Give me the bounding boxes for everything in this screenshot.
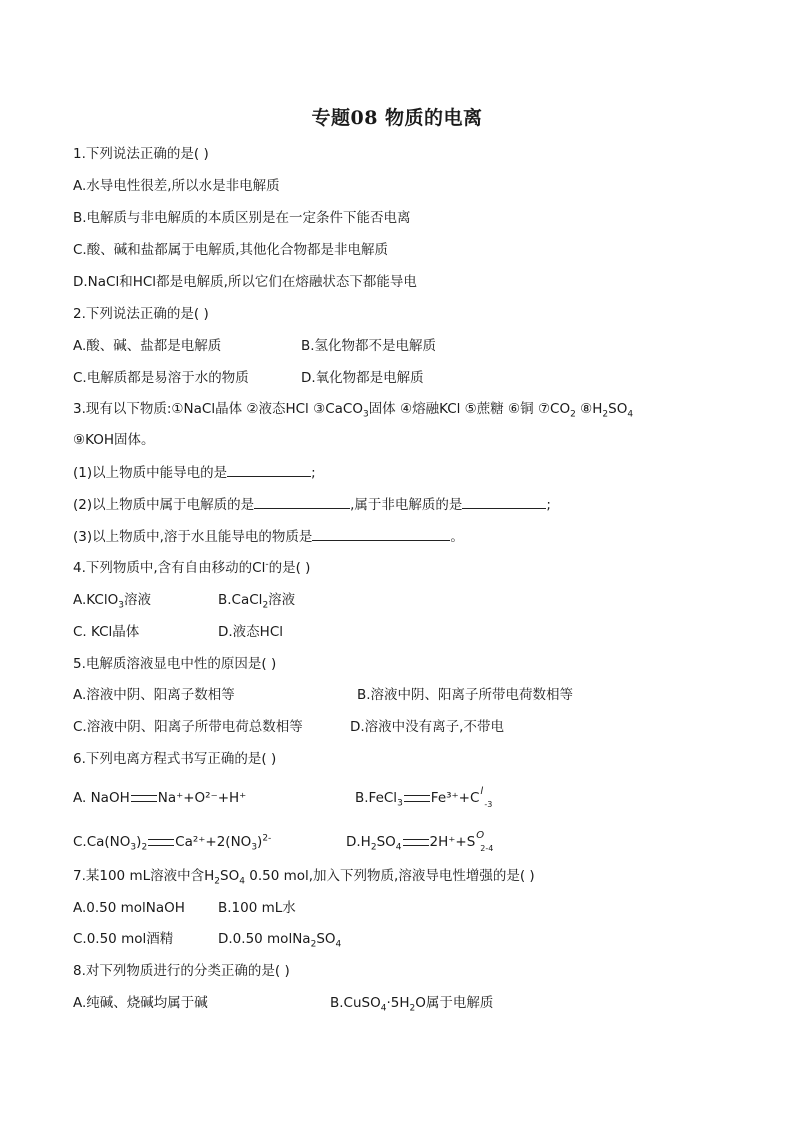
answer-blank[interactable] (312, 526, 450, 541)
q6-option-a: A. NaOH Na⁺+O²⁻+H⁺ (73, 790, 247, 806)
q7-option-c: C.0.50 mol酒精 (73, 931, 174, 947)
page-title: 专题08 物质的电离 (311, 107, 483, 129)
q2-option-b: B.氢化物都不是电解质 (301, 338, 437, 354)
q1-option-c: C.酸、碱和盐都属于电解质,其他化合物都是非电解质 (73, 242, 389, 258)
q6-stem: 6.下列电离方程式书写正确的是( ) (73, 751, 277, 767)
q1-stem: 1.下列说法正确的是( ) (73, 146, 209, 162)
q8-option-a: A.纯碱、烧碱均属于碱 (73, 995, 208, 1011)
q1-option-d: D.NaCl和HCl都是电解质,所以它们在熔融状态下都能导电 (73, 274, 417, 290)
q3-part1: (1)以上物质中能导电的是 ; (73, 462, 316, 483)
equals-sign (148, 839, 174, 846)
equals-sign (131, 795, 157, 802)
q1-option-b: B.电解质与非电解质的本质区别是在一定条件下能否电离 (73, 210, 411, 226)
q1-option-a: A.水导电性很差,所以水是非电解质 (73, 178, 280, 194)
answer-blank[interactable] (227, 462, 311, 477)
equals-sign (404, 795, 430, 802)
q7-option-d: D.0.50 $molNa_2SO_4$ (218, 931, 342, 950)
q2-option-c: C.电解质都是易溶于水的物质 (73, 370, 249, 386)
q5-option-a: A.溶液中阴、阳离子数相等 (73, 687, 235, 703)
q3-stem-line2: ⑨KOH固体。 (73, 432, 155, 448)
q2-option-a: A.酸、碱、盐都是电解质 (73, 338, 222, 354)
q8-option-b: $B.CuSO_4\cdot 5H_2O$属于电解质 (330, 995, 494, 1014)
q6-option-b: B.FeCl$_3$ Fe³⁺+C l -3 (355, 786, 493, 809)
equals-sign (403, 839, 429, 846)
ion-fraction: l -3 (480, 786, 493, 809)
q2-option-d: D.氧化物都是电解质 (301, 370, 424, 386)
q5-option-b: B.溶液中阴、阳离子所带电荷数相等 (357, 687, 574, 703)
q2-stem: 2.下列说法正确的是( ) (73, 306, 209, 322)
q4-option-b: B.CaCl$_2$溶液 (218, 592, 296, 611)
ion-fraction: O 2-4 (476, 830, 494, 853)
q6-option-d: $D.H_2SO_4$ 2H⁺+S O 2-4 (346, 830, 494, 853)
q3-part2: (2)以上物质中属于电解质的是 ,属于非电解质的是 ; (73, 494, 551, 515)
q7-option-a: A.0.50 molNaOH (73, 900, 185, 916)
q5-option-c: C.溶液中阴、阳离子所带电荷总数相等 (73, 719, 303, 735)
q5-stem: 5.电解质溶液显电中性的原因是( ) (73, 656, 277, 672)
q7-stem: 7.某100 mL溶液中含$H_2SO_4$ 0.50 mol,加入下列物质,溶液导电性增强的是( ) (73, 868, 535, 887)
q3-part3: (3)以上物质中,溶于水且能导电的物质是 。 (73, 526, 464, 547)
q6-option-c: $C.Ca(NO_3)_2$ $Ca^{2+}+2(NO_3)^{2-}$ (73, 833, 272, 853)
q8-stem: 8.对下列物质进行的分类正确的是( ) (73, 963, 290, 979)
q4-stem: 4.下列物质中,含有自由移动的Cl-的是( ) (73, 559, 311, 576)
q4-option-d: D.液态HCl (218, 624, 284, 640)
q4-option-a: A.KClO$_3$溶液 (73, 592, 151, 611)
answer-blank[interactable] (462, 494, 546, 509)
q7-option-b: B.100 mL水 (218, 900, 296, 916)
q5-option-d: D.溶液中没有离子,不带电 (350, 719, 504, 735)
q4-option-c: C. KCl晶体 (73, 624, 140, 640)
answer-blank[interactable] (254, 494, 350, 509)
q3-stem: 3.现有以下物质:①NaCl晶体 ②液态HCl ③CaCO$_3$固体 ④熔融KCl ⑤蔗糖 ⑥铜 $⑦CO_2$ $⑧H_2SO_4$ (73, 401, 634, 420)
